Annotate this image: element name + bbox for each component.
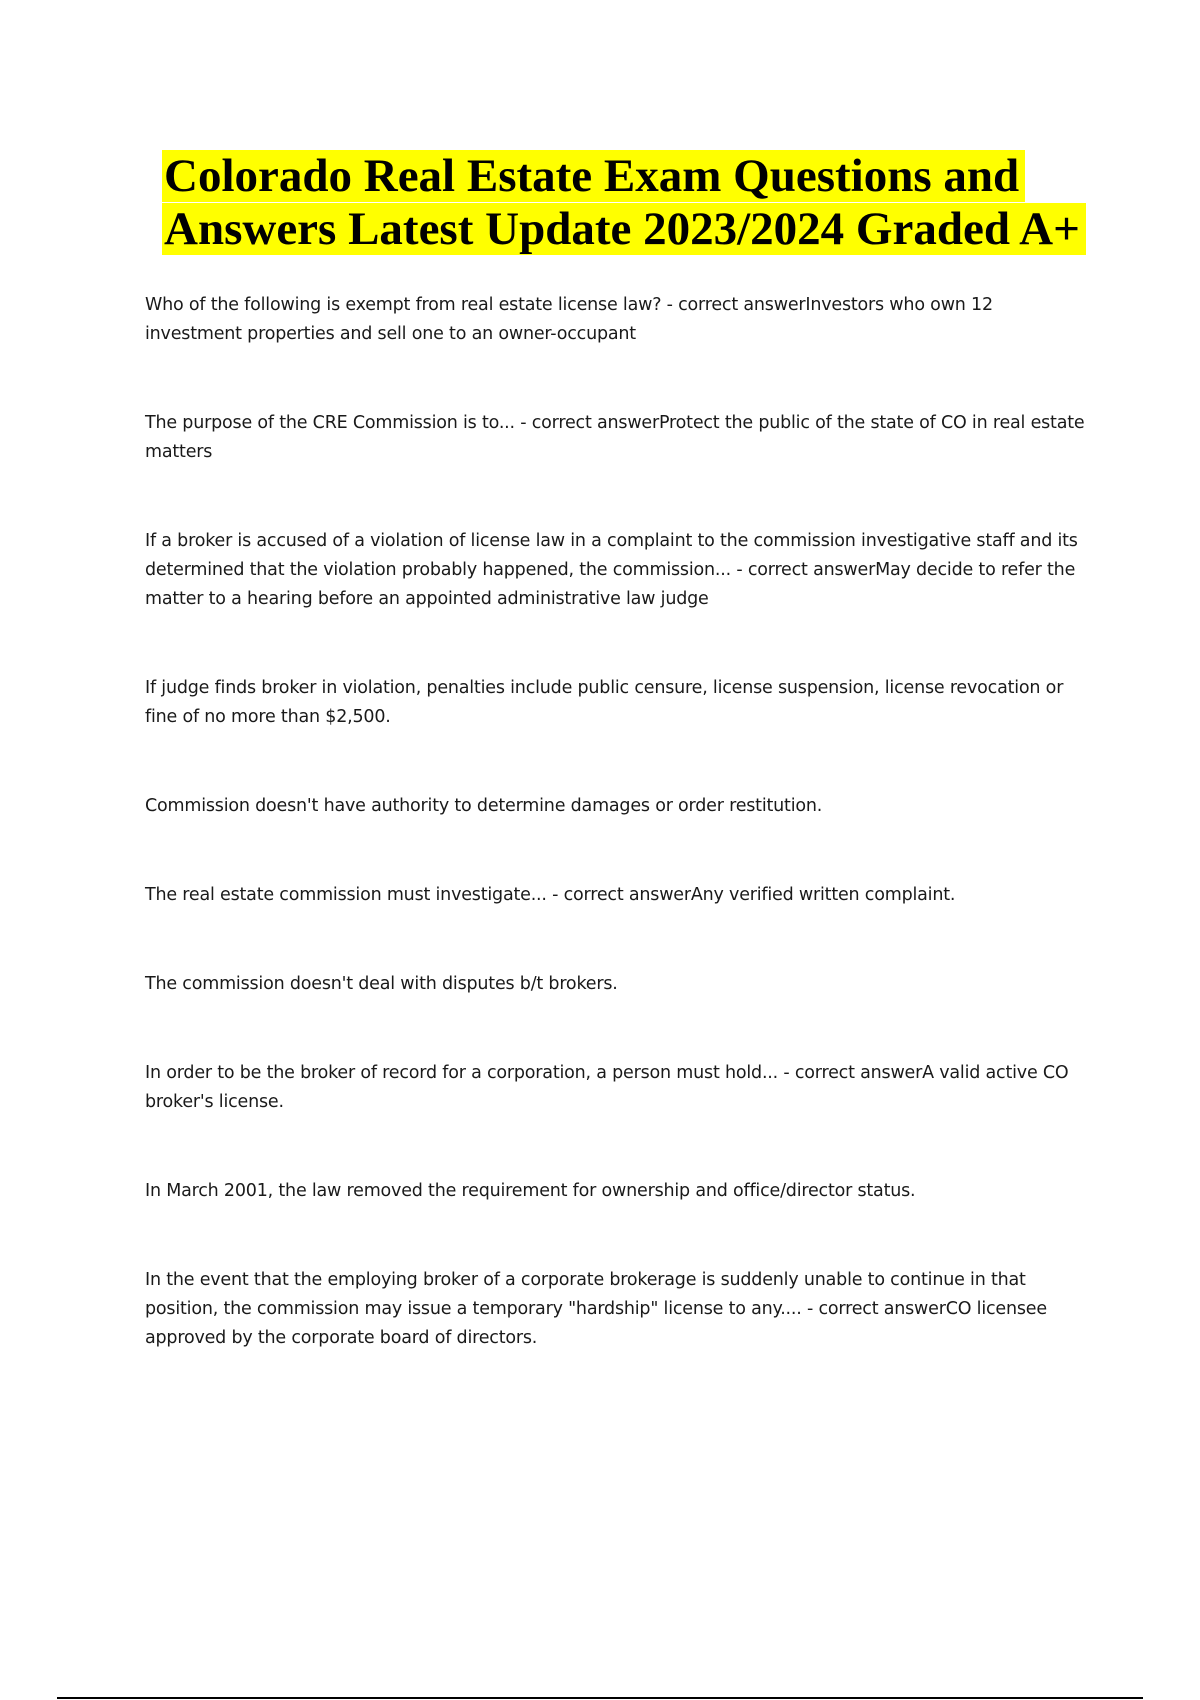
qa-paragraph: In order to be the broker of record for a corporation, a person must hold... - correct answerA valid active CO broker's license. — [145, 1063, 1069, 1112]
document-title — [162, 150, 1122, 256]
qa-paragraph: If a broker is accused of a violation of license law in a complaint to the commission investigative staff and its determined that the violation probably happened, the commission... - correct answerMay decide to refer the matter to a hearing before an appointed administrative law judge — [145, 531, 1078, 609]
highlighted-title-text: Colorado Real Estate Exam Questions and Answers Latest Update 2023/2024 Graded A+ — [162, 150, 1086, 255]
qa-paragraph: In March 2001, the law removed the requirement for ownership and office/director status. — [145, 1181, 916, 1201]
footer-divider — [57, 1697, 1143, 1699]
qa-paragraph: The commission doesn't deal with disputes b/t brokers. — [145, 974, 618, 994]
qa-paragraph: If judge finds broker in violation, penalties include public censure, license suspension, license revocation or fine of no more than $2,500. — [145, 678, 1064, 727]
qa-paragraph: Commission doesn't have authority to determine damages or order restitution. — [145, 796, 823, 816]
qa-paragraph: The real estate commission must investigate... - correct answerAny verified written complaint. — [145, 885, 956, 905]
qa-paragraph: Who of the following is exempt from real estate license law? - correct answerInvestors who own 12 investment properties and sell one to an owner-occupant — [145, 295, 993, 344]
qa-paragraph: In the event that the employing broker of a corporate brokerage is suddenly unable to continue in that position, the commission may issue a temporary "hardship" license to any.... - correct answerCO licensee approved by the corporate board of directors. — [145, 1270, 1047, 1348]
question-answer-list — [145, 291, 1095, 1353]
qa-paragraph: The purpose of the CRE Commission is to... - correct answerProtect the public of the state of CO in real estate matters — [145, 413, 1085, 462]
